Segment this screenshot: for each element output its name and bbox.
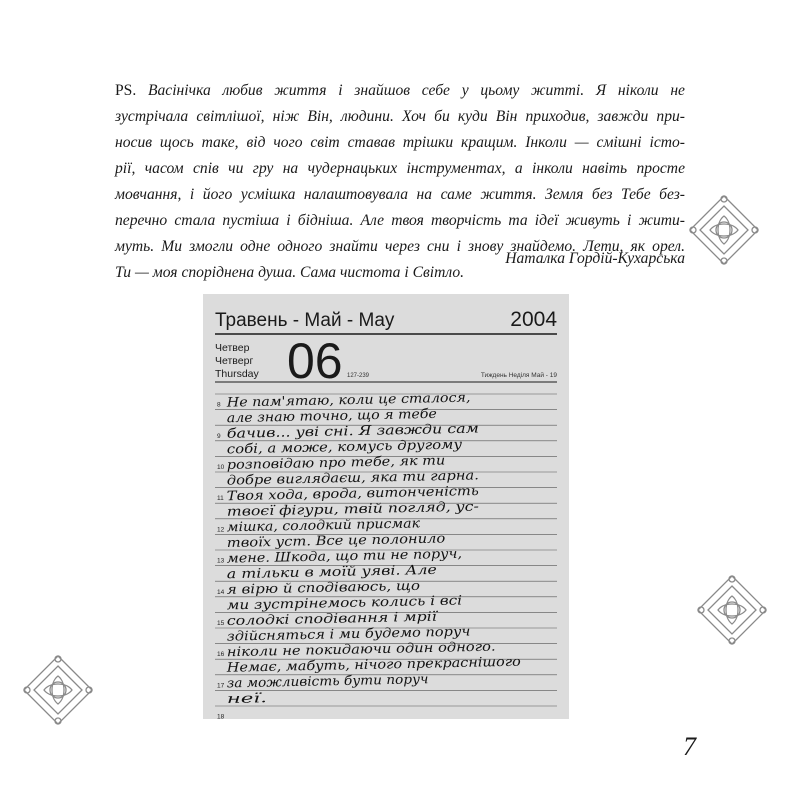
handwriting-line: твоїх уст. Все це полонило — [226, 531, 421, 551]
hour-mark: 16 — [217, 651, 225, 659]
handwriting-line: бачив... уві сні. Я завжди сам — [226, 422, 434, 442]
handwriting-line: мене. Шкода, що ти не поруч, — [226, 547, 440, 567]
hour-mark: 8 — [217, 401, 221, 409]
hour-mark: 11 — [217, 495, 224, 503]
handwriting-line: розповідаю про тебе, як ти — [226, 453, 424, 473]
hour-mark: 10 — [217, 464, 225, 471]
handwriting-line: добре виглядаєш, яка ти гарна. — [226, 468, 451, 489]
calendar-page-image — [203, 294, 569, 719]
handwriting-line: солодкі сподівання і мрії — [226, 610, 400, 629]
hour-mark: 9 — [217, 432, 221, 440]
week-label: Тиждень Неділя Май - 19 — [480, 372, 557, 379]
weekday-en: Thursday — [215, 368, 259, 380]
weekday-ru: Четверг — [215, 355, 254, 367]
handwriting-line: за можливість бути поруч — [226, 672, 419, 692]
hour-mark: 15 — [217, 620, 225, 627]
handwriting-line: але знаю точно, що я тебе — [226, 407, 421, 427]
handwriting-line: здійсняться і ми будемо поруч — [226, 625, 445, 645]
handwriting-line: твоєї фігури, твій погляд, ус- — [226, 500, 436, 520]
ps-line: носив щось таке, від чого світ ставав трішки кращим. Інколи — смішні істо- — [115, 134, 685, 151]
page-number: 7 — [683, 732, 696, 761]
handwriting-line: неї. — [226, 691, 252, 707]
calendar-sheet — [203, 294, 569, 719]
hour-mark: 14 — [217, 588, 225, 596]
handwriting-line: ніколи не покидаючи один одного. — [226, 640, 465, 661]
day-number: 06 — [287, 333, 343, 389]
handwriting-line: Немає, мабуть, нічого прекраснішого — [226, 655, 492, 676]
hour-mark: 18 — [217, 713, 225, 719]
hour-mark: 17 — [217, 682, 225, 690]
hour-marks — [217, 402, 225, 719]
ornament-icon — [684, 190, 764, 270]
hour-mark: 12 — [217, 526, 225, 534]
calendar-month-header: Травень - Май - May — [215, 310, 395, 331]
handwriting — [226, 391, 522, 707]
handwriting-line: ми зустрінемось колись і всі — [226, 594, 429, 614]
ps-line: зустрічала світлішої, ніж Він, людини. Хоч би куди Він приходив, завжди при- — [115, 108, 685, 125]
ps-line: рії, часом спів чи гру на чудернацьких інструментах, а інколи навіть просте — [115, 160, 685, 177]
day-of-year: 127-239 — [347, 373, 370, 379]
handwriting-line: я вірю й сподіваюсь, що — [226, 579, 394, 598]
handwriting-line: собі, а може, комусь другому — [226, 438, 433, 458]
hour-mark: 13 — [217, 557, 225, 565]
handwriting-line: мішка, солодкий присмак — [226, 516, 405, 536]
ps-line: перечно стала пустіша і бідніша. Але твоя творчість та ідеї живуть і жити- — [115, 212, 685, 229]
ornament-icon — [18, 650, 98, 730]
handwriting-line: Не пам'ятаю, коли це сталося, — [226, 390, 450, 411]
handwriting-line: Твоя хода, врода, витонченість — [226, 484, 452, 505]
calendar-year: 2004 — [510, 308, 557, 331]
handwriting-line: а тільки в моїй уяві. Але — [226, 563, 400, 583]
ps-line: мовчання, і його усмішка налаштовувала на саме життя. Земля без Тебе без- — [115, 186, 685, 203]
ps-line: муть. Ми змогли одне одного знайти через сни і знову знайдемо. Лети, як орел. — [115, 238, 685, 255]
ps-label: PS. — [115, 82, 137, 99]
ps-line-text: Васінічка любив життя і знайшов себе у цьому житті. Я ніколи не — [147, 82, 685, 99]
author-signature: Наталка Гордій-Кухарська — [505, 250, 685, 267]
weekday-ua: Четвер — [215, 342, 250, 354]
ps-line — [115, 78, 685, 104]
ornament-icon — [692, 570, 772, 650]
ps-line: Ти — моя споріднена душа. Сама чистота і Світло. — [115, 264, 465, 281]
